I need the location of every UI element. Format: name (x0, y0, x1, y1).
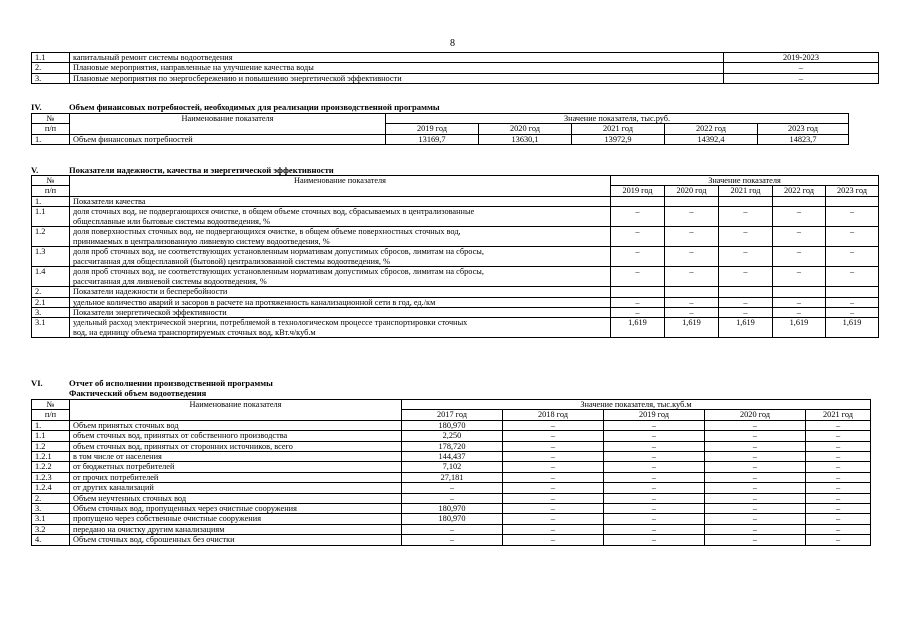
section-4-title: Объем финансовых потребностей, необходимых для реализации производственной программы (69, 102, 440, 112)
value-cell: – (503, 431, 604, 441)
row-name-line: рассчитанная для ливневой системы водоотведения, % (73, 276, 267, 286)
table-row (32, 227, 879, 247)
s6-year-header: 2019 год (604, 410, 705, 420)
table-row (32, 73, 879, 83)
financial-needs-table (31, 113, 849, 145)
value-cell: 1,619 (665, 318, 719, 338)
value-cell: – (806, 493, 871, 503)
value-cell: – (665, 227, 719, 247)
table-row (32, 287, 879, 297)
value-cell: 2,250 (402, 431, 503, 441)
row-number: 1.1 (32, 53, 70, 63)
table-row (32, 462, 871, 472)
table-row (32, 420, 871, 430)
s5-col-num-2: п/п (32, 186, 70, 196)
value-cell: – (705, 493, 806, 503)
row-name (70, 287, 611, 297)
value-cell: – (402, 483, 503, 493)
row-name: объем сточных вод, принятых от сторонних источников, всего (70, 441, 402, 451)
value-cell: – (604, 514, 705, 524)
row-name-line: доля сточных вод, не подвергающихся очистке, в общем объеме сточных вод, сбрасываемых в централизованные (73, 207, 475, 217)
s6-year-header: 2020 год (705, 410, 806, 420)
value-cell: – (604, 535, 705, 545)
reliability-table (31, 175, 879, 338)
row-name (70, 297, 611, 307)
row-name-line: Показатели качества (73, 196, 146, 206)
value-cell: – (773, 207, 826, 227)
section-5-number: V. (31, 165, 39, 175)
value-cell: – (806, 441, 871, 451)
row-number: 1.2.4 (32, 483, 70, 493)
row-number: 2.1 (32, 297, 70, 307)
section-6-number: VI. (31, 378, 43, 388)
value-cell: – (503, 452, 604, 462)
row-number: 1.3 (32, 247, 70, 267)
value-cell: – (806, 504, 871, 514)
value-cell: – (806, 524, 871, 534)
row-number: 3. (32, 504, 70, 514)
row-name (70, 267, 611, 287)
row-name: в том числе от населения (70, 452, 402, 462)
value-cell: – (503, 524, 604, 534)
row-number: 1.4 (32, 267, 70, 287)
value-cell: – (611, 207, 665, 227)
value-cell: – (826, 308, 879, 318)
value-cell: 1,619 (773, 318, 826, 338)
value-cell: – (806, 452, 871, 462)
s4-year-header: 2020 год (479, 124, 572, 134)
value-cell (719, 287, 773, 297)
value-cell: – (503, 462, 604, 472)
value-cell: – (665, 297, 719, 307)
value-cell (719, 196, 773, 206)
section-4-number: IV. (31, 102, 42, 112)
value-cell: – (705, 452, 806, 462)
section-6-subtitle: Фактический объем водоотведения (69, 388, 207, 398)
row-number: 3.2 (32, 524, 70, 534)
table-row (32, 452, 871, 462)
value-cell: 144,437 (402, 452, 503, 462)
row-period: 2019-2023 (724, 53, 879, 63)
row-number: 2. (32, 493, 70, 503)
table-row (32, 53, 879, 63)
value-cell: – (604, 462, 705, 472)
row-number: 1. (32, 134, 70, 144)
value-cell: – (604, 524, 705, 534)
row-name: Объем сточных вод, пропущенных через очистные сооружения (70, 504, 402, 514)
table-row (32, 504, 871, 514)
section-6-heading (31, 378, 273, 388)
table-row (32, 431, 871, 441)
table-row (32, 297, 879, 307)
s5-col-name: Наименование показателя (70, 176, 611, 197)
s4-col-num-1: № (32, 114, 70, 124)
value-cell (611, 196, 665, 206)
value-cell: 14392,4 (665, 134, 758, 144)
value-cell: – (773, 297, 826, 307)
value-cell: – (503, 420, 604, 430)
value-cell (826, 287, 879, 297)
value-cell: 180,970 (402, 420, 503, 430)
s4-col-num-2: п/п (32, 124, 70, 134)
value-cell (665, 196, 719, 206)
row-name: Объем сточных вод, сброшенных без очистки (70, 535, 402, 545)
row-name-line: Показатели надежности и бесперебойности (73, 287, 228, 297)
s6-col-num-2: п/п (32, 410, 70, 420)
value-cell: – (773, 247, 826, 267)
table-row (32, 207, 879, 227)
value-cell: – (402, 493, 503, 503)
table-row (32, 308, 879, 318)
value-cell: – (503, 514, 604, 524)
value-cell: – (719, 247, 773, 267)
value-cell: – (611, 267, 665, 287)
row-period: – (724, 63, 879, 73)
table-row (32, 535, 871, 545)
s4-col-value: Значение показателя, тыс.руб. (386, 114, 849, 124)
row-number: 2. (32, 287, 70, 297)
row-number: 1.2 (32, 227, 70, 247)
row-name-line: доля проб сточных вод, не соответствующих установленным нормативам допустимых сбросов, лимитам на сбросы, (73, 267, 484, 277)
s4-year-header: 2019 год (386, 124, 479, 134)
row-name-line: доля проб сточных вод, не соответствующих установленным нормативам допустимых сбросов, лимитам на сбросы, (73, 247, 484, 257)
row-number: 1. (32, 420, 70, 430)
s6-col-num-1: № (32, 400, 70, 410)
row-period: – (724, 73, 879, 83)
row-number: 3.1 (32, 514, 70, 524)
value-cell: – (604, 431, 705, 441)
row-number: 1.2.1 (32, 452, 70, 462)
value-cell: – (402, 524, 503, 534)
table-row (32, 63, 879, 73)
section-6-title: Отчет об исполнении производственной программы (69, 378, 273, 388)
s4-col-name: Наименование показателя (70, 114, 386, 135)
value-cell (665, 287, 719, 297)
page-number: 8 (450, 38, 455, 49)
value-cell: 7,102 (402, 462, 503, 472)
row-name: от прочих потребителей (70, 472, 402, 482)
table-row (32, 247, 879, 267)
row-name-line: рассчитанная для общесплавной (бытовой) централизованной системы водоотведения, % (73, 256, 390, 266)
s5-year-header: 2020 год (665, 186, 719, 196)
row-number: 1.1 (32, 207, 70, 227)
row-name-line: общесплавные или бытовые системы водоотведения, % (73, 216, 271, 226)
row-name: от других канализаций (70, 483, 402, 493)
row-name-line: удельный расход электрической энергии, потребляемой в технологическом процессе транспортировки сточных (73, 318, 468, 328)
table-row (32, 472, 871, 482)
value-cell: – (604, 452, 705, 462)
value-cell (773, 287, 826, 297)
s6-year-header: 2017 год (402, 410, 503, 420)
row-number: 4. (32, 535, 70, 545)
row-name (70, 318, 611, 338)
value-cell: – (773, 267, 826, 287)
wastewater-report-table (31, 399, 871, 546)
value-cell: 13630,1 (479, 134, 572, 144)
row-name-line: принимаемых в централизованную ливневую систему водоотведения, % (73, 236, 330, 246)
value-cell: – (773, 308, 826, 318)
table-row (32, 134, 849, 144)
row-name (70, 196, 611, 206)
row-name: от бюджетных потребителей (70, 462, 402, 472)
value-cell: – (402, 535, 503, 545)
table-row (32, 483, 871, 493)
value-cell: 1,619 (719, 318, 773, 338)
table-row (32, 514, 871, 524)
value-cell (773, 196, 826, 206)
value-cell: – (611, 247, 665, 267)
value-cell: – (611, 227, 665, 247)
value-cell: – (503, 441, 604, 451)
s4-year-header: 2022 год (665, 124, 758, 134)
value-cell: – (806, 462, 871, 472)
s6-body (32, 420, 871, 545)
value-cell: – (719, 267, 773, 287)
value-cell: – (806, 514, 871, 524)
value-cell: – (826, 227, 879, 247)
value-cell: – (705, 420, 806, 430)
section-4-heading (31, 102, 440, 112)
value-cell: – (604, 472, 705, 482)
value-cell: – (826, 267, 879, 287)
section-5-heading (31, 165, 334, 175)
value-cell: – (503, 472, 604, 482)
row-name: Объем принятых сточных вод (70, 420, 402, 430)
s5-year-header: 2021 год (719, 186, 773, 196)
row-name-line: удельное количество аварий и засоров в расчете на протяженность канализационной сети в год, ед./км (73, 297, 436, 307)
value-cell: – (604, 420, 705, 430)
value-cell: – (611, 297, 665, 307)
value-cell: – (604, 483, 705, 493)
value-cell: – (604, 504, 705, 514)
s4-body (32, 134, 849, 144)
row-name (70, 247, 611, 267)
value-cell: – (719, 227, 773, 247)
row-number: 1.2 (32, 441, 70, 451)
row-number: 2. (32, 63, 70, 73)
s6-year-header: 2018 год (503, 410, 604, 420)
value-cell: – (705, 514, 806, 524)
value-cell: – (705, 441, 806, 451)
value-cell (611, 287, 665, 297)
s6-col-value: Значение показателя, тыс.куб.м (402, 400, 871, 410)
row-number: 1. (32, 196, 70, 206)
value-cell: – (503, 483, 604, 493)
s6-col-name: Наименование показателя (70, 400, 402, 421)
row-number: 1.2.2 (32, 462, 70, 472)
row-number: 1.2.3 (32, 472, 70, 482)
value-cell: 13169,7 (386, 134, 479, 144)
row-name: Плановые мероприятия, направленные на улучшение качества воды (70, 63, 724, 73)
value-cell: – (665, 267, 719, 287)
value-cell: – (773, 227, 826, 247)
s5-year-header: 2022 год (773, 186, 826, 196)
s5-col-num-1: № (32, 176, 70, 186)
value-cell: – (665, 308, 719, 318)
row-number: 3. (32, 73, 70, 83)
value-cell: – (665, 247, 719, 267)
value-cell: 1,619 (826, 318, 879, 338)
value-cell: – (705, 504, 806, 514)
value-cell: – (806, 431, 871, 441)
row-number: 1.1 (32, 431, 70, 441)
value-cell: 27,181 (402, 472, 503, 482)
value-cell: – (806, 535, 871, 545)
row-name (70, 308, 611, 318)
row-name: объем сточных вод, принятых от собственного производства (70, 431, 402, 441)
s6-year-header: 2021 год (806, 410, 871, 420)
section-5-title: Показатели надежности, качества и энергетической эффективности (69, 165, 334, 175)
s5-year-header: 2023 год (826, 186, 879, 196)
value-cell: – (611, 308, 665, 318)
value-cell: – (705, 462, 806, 472)
row-name (70, 227, 611, 247)
value-cell: – (604, 441, 705, 451)
value-cell: – (503, 504, 604, 514)
row-name: Плановые мероприятия по энергосбережению и повышению энергетической эффективности (70, 73, 724, 83)
value-cell: – (826, 207, 879, 227)
value-cell: 1,619 (611, 318, 665, 338)
row-name: Объем неучтенных сточных вод (70, 493, 402, 503)
value-cell: – (705, 431, 806, 441)
row-name: пропущено через собственные очистные сооружения (70, 514, 402, 524)
value-cell: – (826, 297, 879, 307)
value-cell (826, 196, 879, 206)
value-cell: 14823,7 (758, 134, 849, 144)
value-cell: 180,970 (402, 514, 503, 524)
value-cell: 180,970 (402, 504, 503, 514)
table-row (32, 441, 871, 451)
value-cell: – (719, 308, 773, 318)
measures-table (31, 52, 879, 84)
value-cell: – (665, 207, 719, 227)
s5-body (32, 196, 879, 338)
row-name: капитальный ремонт системы водоотведения (70, 53, 724, 63)
row-number: 3.1 (32, 318, 70, 338)
s4-year-header: 2023 год (758, 124, 849, 134)
row-number: 3. (32, 308, 70, 318)
table-row (32, 493, 871, 503)
row-name: передано на очистку другим канализациям (70, 524, 402, 534)
value-cell: – (806, 420, 871, 430)
table-row (32, 267, 879, 287)
value-cell: – (719, 297, 773, 307)
s5-col-value: Значение показателя (611, 176, 879, 186)
value-cell: – (705, 524, 806, 534)
table-row (32, 196, 879, 206)
row-name-line: вод, на единицу объема транспортируемых сточных вод, кВт.ч/куб.м (73, 327, 316, 337)
value-cell: – (826, 247, 879, 267)
value-cell: 178,720 (402, 441, 503, 451)
value-cell: – (806, 483, 871, 493)
row-name-line: Показатели энергетической эффективности (73, 308, 227, 318)
value-cell: – (705, 483, 806, 493)
value-cell: – (806, 472, 871, 482)
value-cell: – (705, 472, 806, 482)
value-cell: – (719, 207, 773, 227)
value-cell: – (705, 535, 806, 545)
row-name (70, 207, 611, 227)
s4-year-header: 2021 год (572, 124, 665, 134)
value-cell: – (604, 493, 705, 503)
row-name: Объем финансовых потребностей (70, 134, 386, 144)
s5-year-header: 2019 год (611, 186, 665, 196)
value-cell: – (503, 535, 604, 545)
measures-table-body (32, 53, 879, 84)
table-row (32, 318, 879, 338)
table-row (32, 524, 871, 534)
value-cell: – (503, 493, 604, 503)
row-name-line: доля поверхностных сточных вод, не подвергающихся очистке, в общем объеме поверхностных сточных вод, (73, 227, 461, 237)
value-cell: 13972,9 (572, 134, 665, 144)
